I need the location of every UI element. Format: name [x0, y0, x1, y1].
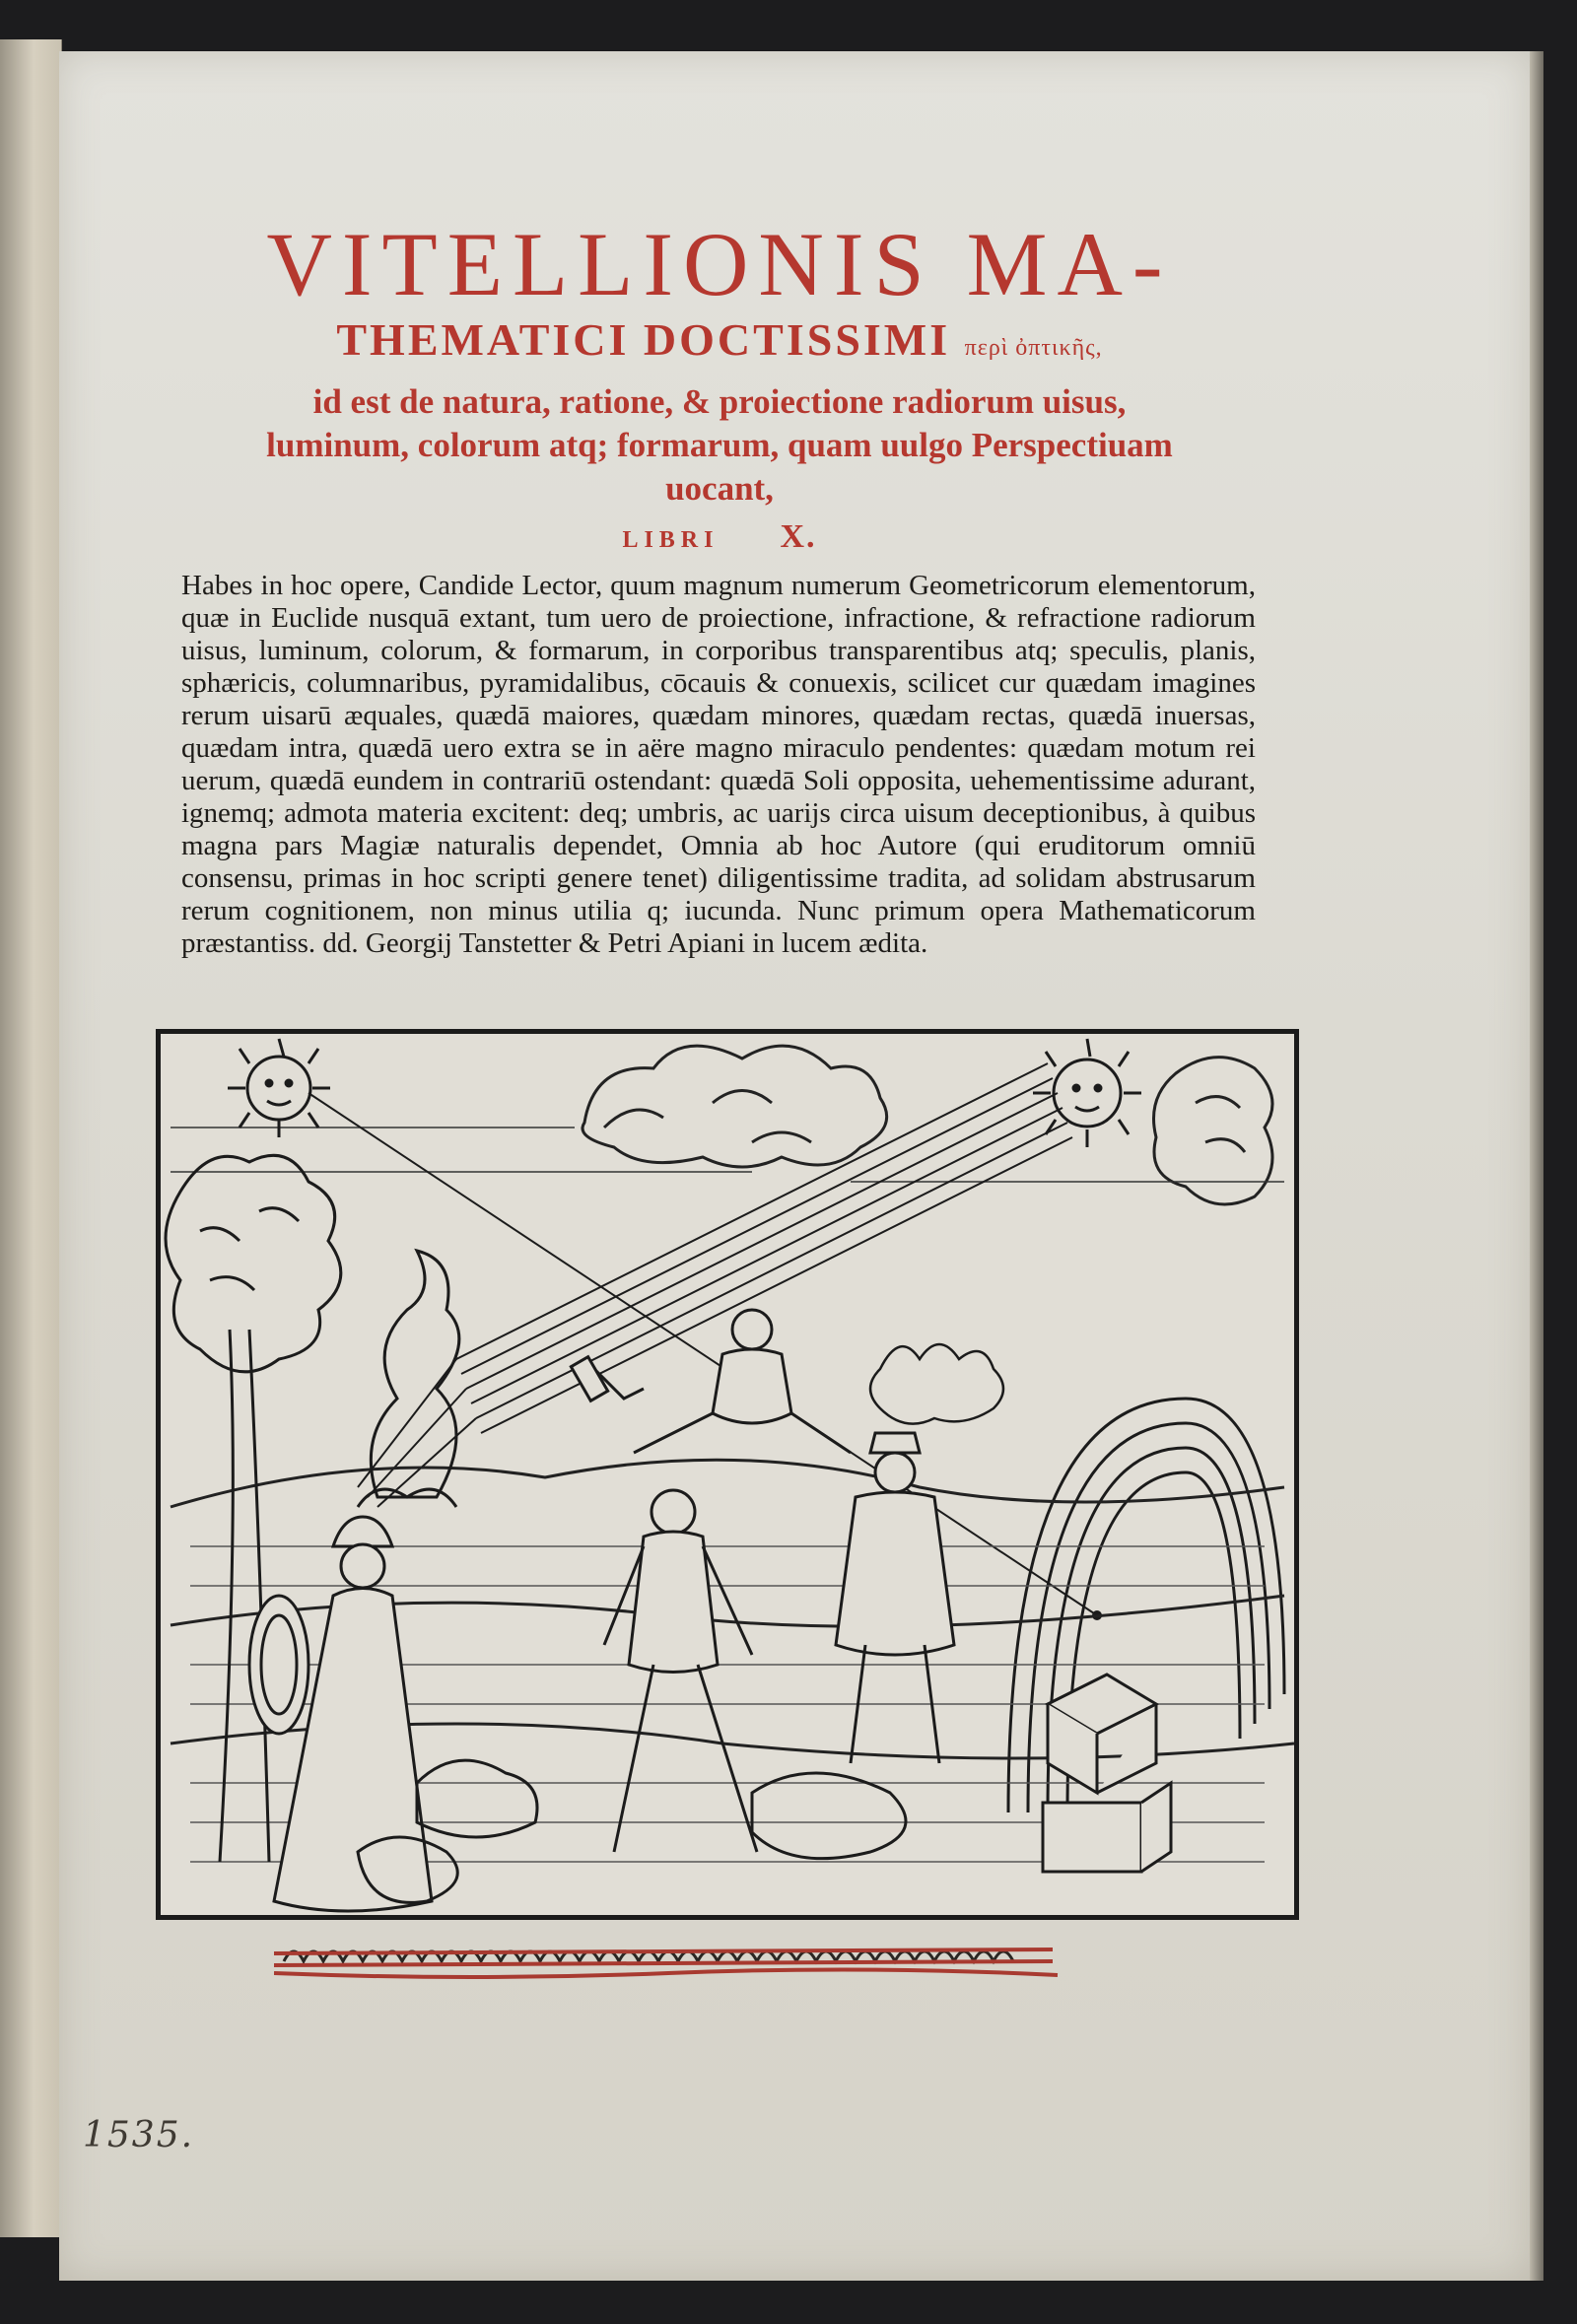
book-fore-edge	[1530, 51, 1543, 2281]
books-number: X.	[780, 518, 817, 555]
subtitle: id est de natura, ratione, & proiectione radiorum uisus, luminum, colorum atq; formarum, quam uulgo Perspectiuam uocant,	[266, 382, 1173, 508]
intro-paragraph: Habes in hoc opere, Candide Lector, quum magnum numerum Geometricorum elementorum, quæ in Euclide nusquā extant, tum uero de proiectione, infractione, & refractione radiorum uisus, luminum, colorum, & formarum, in corporibus transparentibus atq; speculis, planis, sphæricis, columnaribus, pyramidalibus, cōcauis & conuexis, scilicet cur quædam imagines rerum uisarū æquales, quædā maiores, quædam minores, quædam rectas, quædā inuersas, quædam intra, quædā uero extra se in aëre magno miraculo pendentes: quædam motum rei uerum, quædā eundem in contrariū ostendant: quædā Soli opposita, uehementissime adurant, ignemq; admota materia excitent: deq; umbris, ac uarijs circa uisum deceptionibus, à quibus magna pars Magiæ naturalis dependet, Omnia ab hoc Autore (qui eruditorum omniū consensu, primas in hoc scripti genere tenet) diligentissime tradita, ad solidam abstrusarum rerum cognitionem, non minus utilia q; iucunda. Nunc primum opera Mathematicorum præstantiss. dd. Georgij Tanstetter & Petri Apiani in lucem ædita.	[181, 570, 1256, 959]
woodcut-illustration	[156, 1029, 1299, 1920]
title-block	[138, 215, 1301, 556]
books-line	[138, 518, 1301, 556]
woodcut-drawing	[161, 1034, 1294, 1915]
title-line-1: VITELLIONIS MA-	[266, 214, 1173, 314]
title-line-2	[138, 313, 1301, 375]
previous-page-edge	[0, 39, 62, 2237]
handwritten-date: 1535.	[83, 2115, 195, 2155]
books-label: LIBRI	[622, 527, 720, 553]
struck-out-inscription	[274, 1932, 1063, 1987]
title-line-2-latin: THEMATICI DOCTISSIMI	[336, 314, 951, 365]
title-line-2-greek: περὶ ὀπτικῆς,	[964, 335, 1103, 361]
